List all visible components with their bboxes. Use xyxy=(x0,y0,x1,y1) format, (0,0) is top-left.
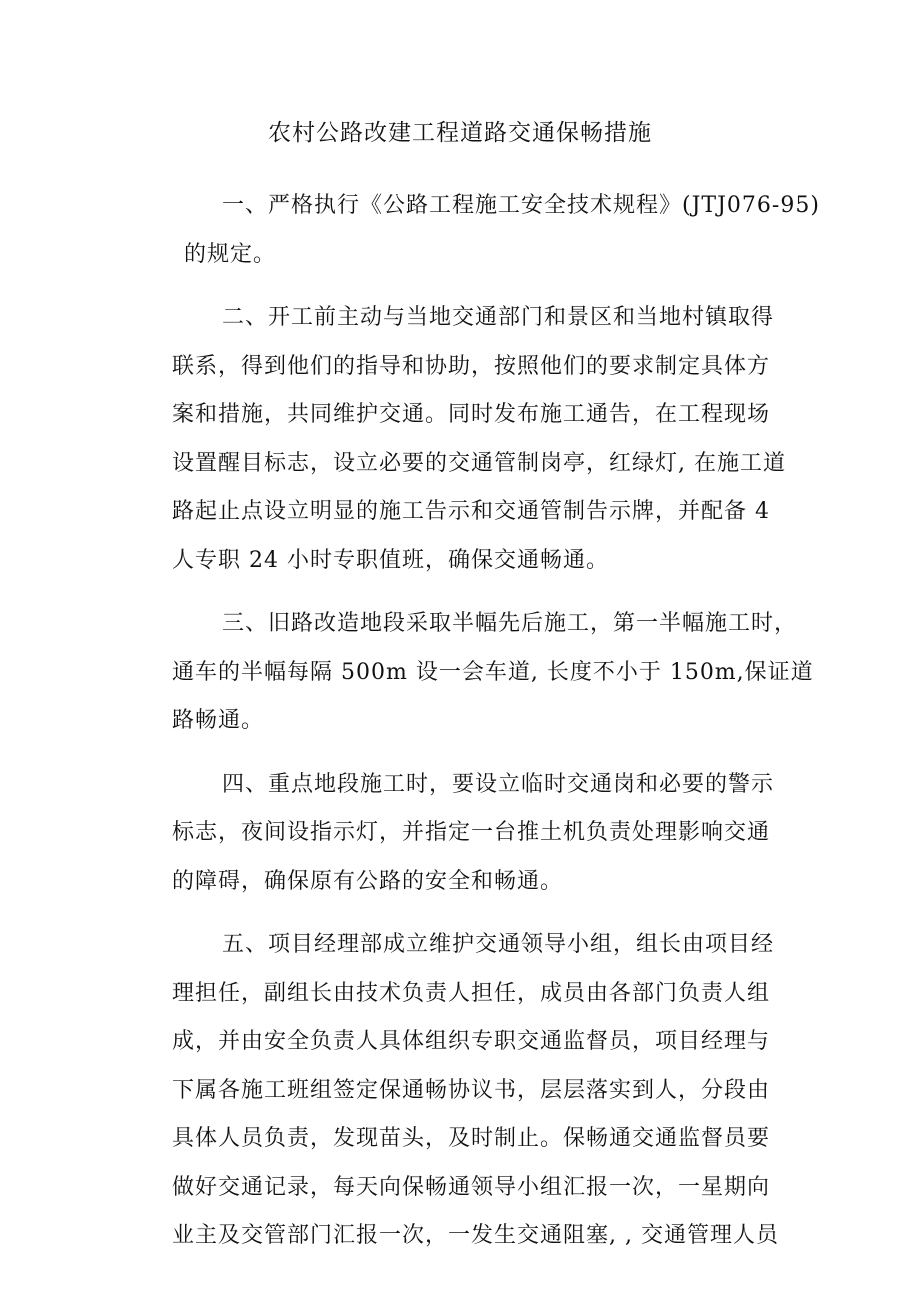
paragraph-line: 设置醒目标志，设立必要的交通管制岗亭，红绿灯, 在施工道 xyxy=(172,450,786,476)
paragraph-line: 做好交通记录，每天向保畅通领导小组汇报一次，一星期向 xyxy=(172,1174,771,1200)
paragraph-line: 二、开工前主动与当地交通部门和景区和当地村镇取得 xyxy=(222,305,775,330)
paragraph-line: 路起止点设立明显的施工告示和交通管制告示牌，并配备 4 xyxy=(172,499,770,524)
paragraph-line: 标志，夜间设指示灯，并指定一台推土机负责处理影响交通 xyxy=(172,820,771,845)
paragraph-4 xyxy=(172,761,788,907)
paragraph-line: 人专职 24 小时专职值班，确保交通畅通。 xyxy=(172,547,609,573)
paragraph-1 xyxy=(172,182,820,279)
document-body xyxy=(172,182,820,1276)
paragraph-line: 下属各施工班组签定保通畅协议书，层层落实到人，分段由 xyxy=(172,1077,771,1103)
paragraph-line: 路畅通。 xyxy=(172,708,265,733)
paragraph-line: 一、严格执行《公路工程施工安全技术规程》(JTJ076-95) xyxy=(222,193,820,218)
paragraph-line: 的规定。 xyxy=(184,241,277,267)
paragraph-2 xyxy=(172,294,788,585)
paragraph-line: 成，并由安全负责人具体组织专职交通监督员，项目经理与 xyxy=(172,1029,771,1054)
paragraph-3 xyxy=(172,600,814,746)
paragraph-line: 的障碍，确保原有公路的安全和畅通。 xyxy=(172,868,564,894)
paragraph-line: 联系，得到他们的指导和协助，按照他们的要求制定具体方 xyxy=(172,353,771,379)
document-title: 农村公路改建工程道路交通保畅措施 xyxy=(268,120,652,146)
paragraph-line: 三、旧路改造地段采取半幅先后施工，第一半幅施工时， xyxy=(222,611,798,636)
paragraph-5 xyxy=(172,921,788,1261)
paragraph-line: 案和措施，共同维护交通。同时发布施工通告，在工程现场 xyxy=(172,402,771,427)
paragraph-line: 业主及交管部门汇报一次，一发生交通阻塞, , 交通管理人员 xyxy=(172,1223,779,1248)
paragraph-line: 通车的半幅每隔 500m 设一会车道, 长度不小于 150m,保证道 xyxy=(172,659,814,685)
paragraph-line: 理担任，副组长由技术负责人担任，成员由各部门负责人组 xyxy=(172,980,771,1006)
paragraph-line: 具体人员负责，发现苗头，及时制止。保畅通交通监督员要 xyxy=(172,1126,771,1151)
paragraph-line: 四、重点地段施工时，要设立临时交通岗和必要的警示 xyxy=(222,771,775,797)
paragraph-line: 五、项目经理部成立维护交通领导小组，组长由项目经 xyxy=(222,932,775,957)
